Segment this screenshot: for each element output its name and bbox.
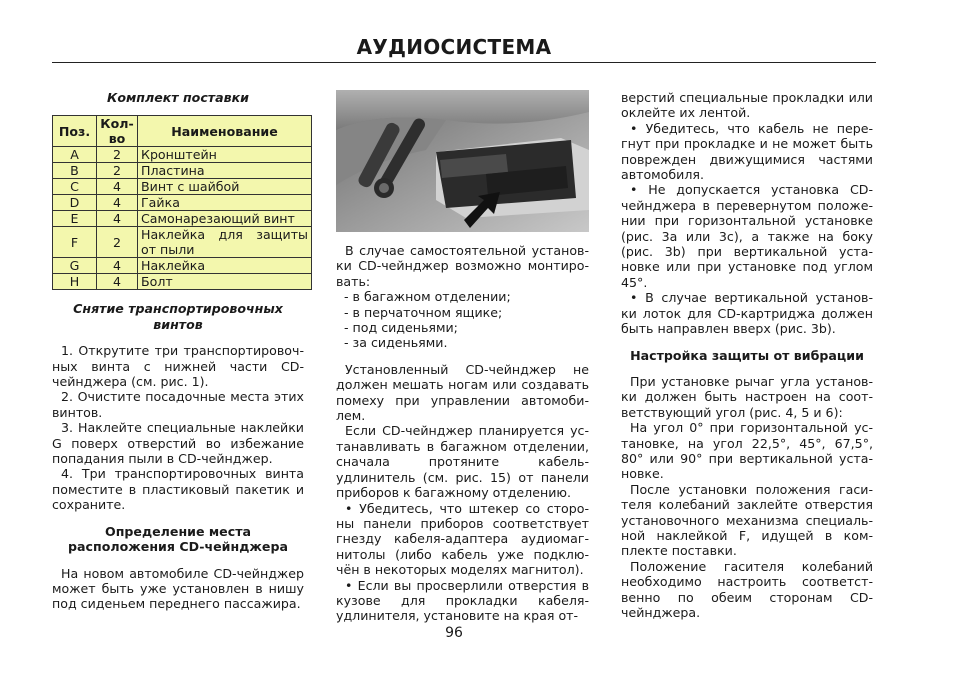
- screws-heading: Снятие транспортировочных винтов: [73, 301, 283, 332]
- table-cell: A: [53, 147, 97, 163]
- table-cell: 4: [97, 258, 138, 274]
- table-header-name: Наименование: [138, 116, 312, 147]
- table-row: [53, 147, 312, 163]
- kit-heading: Комплект поставки: [107, 90, 249, 105]
- table-row: [53, 195, 312, 211]
- location-text: На новом автомобиле CD-чейнджер может быть уже установлен в нишу под сиденьем переднего пассажира.: [52, 565, 304, 612]
- bullet-vertical: • В случае вертикальной установ-ки лоток для CD-картриджа должен быть направлен вверх (рис. 3b).: [621, 290, 873, 337]
- table-cell: Самонарезающий винт: [138, 211, 312, 227]
- install-intro: В случае самостоятельной установ-ки CD-чейнджер возможно монтиро-вать:: [336, 243, 589, 289]
- table-cell: 2: [97, 163, 138, 179]
- table-header-row: [53, 116, 312, 147]
- table-cell: F: [53, 227, 97, 258]
- table-cell: Наклейка: [138, 258, 312, 274]
- table-row: [53, 211, 312, 227]
- table-header-pos: Поз.: [53, 116, 97, 147]
- bullet-orientation: • Не допускается установка CD-чейнджера в перевернутом положе-нии при горизонтальной установке (рис. 3a или 3c), а также на боку (рис. 3b) при вертикальной уста-новке или при установке под углом 45°.: [621, 182, 873, 290]
- table-cell: 2: [97, 227, 138, 258]
- screws-step-4: 4. Три транспортировочных винта поместите в пластиковый пакетик и сохраните.: [52, 466, 304, 513]
- vibration-p4: Положение гасителя колебаний необходимо настроить соответст-венно по обеим сторонам CD-чейнджера.: [621, 558, 873, 620]
- continued-text: верстий специальные прокладки или оклейте их лентой.: [621, 90, 873, 121]
- table-header-qty: Кол-во: [97, 116, 138, 147]
- column-3: [621, 90, 873, 620]
- table-cell: Наклейка для защиты от пыли: [138, 227, 312, 258]
- paragraph-legroom: Установленный CD-чейнджер не должен мешать ногам или создавать помеху при управлении автомоби-лем.: [336, 361, 589, 424]
- column-2: [336, 90, 589, 624]
- install-option-3: - под сиденьями;: [344, 320, 458, 336]
- table-cell: C: [53, 179, 97, 195]
- table-cell: Гайка: [138, 195, 312, 211]
- table-cell: D: [53, 195, 97, 211]
- table-row: [53, 163, 312, 179]
- table-cell: B: [53, 163, 97, 179]
- table-row: [53, 179, 312, 195]
- install-option-1: - в багажном отделении;: [344, 289, 511, 305]
- vibration-heading: Настройка защиты от вибрации: [630, 347, 864, 363]
- table-row: [53, 227, 312, 258]
- table-cell: 2: [97, 147, 138, 163]
- table-cell: 4: [97, 195, 138, 211]
- bullet-plug: • Убедитесь, что штекер со сторо-ны панели приборов соответствует гнезду кабеля-адаптера аудиомаг-нитолы (либо кабель уже подклю-чён в некоторых моделях магнитол).: [336, 500, 589, 578]
- table-cell: 4: [97, 211, 138, 227]
- table-cell: Кронштейн: [138, 147, 312, 163]
- column-1: [52, 90, 308, 612]
- table-cell: G: [53, 258, 97, 274]
- vibration-p3: После установки положения гаси-теля колебаний заклейте отверстия установочного механизма специаль-ной наклейкой F, идущей в ком-плекте поставки.: [621, 481, 873, 559]
- install-option-2: - в перчаточном ящике;: [344, 304, 503, 320]
- table-row: [53, 274, 312, 290]
- table-row: [53, 258, 312, 274]
- table-cell: Болт: [138, 274, 312, 290]
- page-title: АУДИОСИСТЕМА: [356, 35, 552, 59]
- screws-step-3: 3. Наклейте специальные наклейки G поверх отверстий во избежание попадания пыли в CD-чейнджер.: [52, 420, 304, 467]
- bullet-drill: • Если вы просверлили отверстия в кузове для прокладки кабеля-удлинителя, установите на края от-: [336, 577, 589, 624]
- table-cell: Винт с шайбой: [138, 179, 312, 195]
- table-cell: E: [53, 211, 97, 227]
- screws-step-1: 1. Открутите три транспортировоч-ных винта с нижней части CD-чейнджера (см. рис. 1).: [52, 343, 304, 390]
- page-number: 96: [445, 625, 463, 641]
- bullet-cable: • Убедитесь, что кабель не пере-гнут при прокладке и не может быть поврежден движущимися частями автомобиля.: [621, 120, 873, 183]
- install-option-4: - за сиденьями.: [344, 335, 448, 351]
- vibration-p2: На угол 0° при горизонтальной ус-тановке, на угол 22,5°, 45°, 67,5°, 80° или 90° при вертикальной уста-новке.: [621, 420, 873, 482]
- cd-changer-photo: [336, 90, 589, 232]
- table-cell: H: [53, 274, 97, 290]
- kit-table: [52, 115, 312, 290]
- vibration-p1: При установке рычаг угла установ-ки должен быть настроен на соот-ветствующий угол (рис. 4, 5 и 6):: [621, 373, 873, 420]
- table-cell: Пластина: [138, 163, 312, 179]
- paragraph-trunk: Если CD-чейнджер планируется ус-танавливать в багажном отделении, сначала протяните кабель-удлинитель (см. рис. 15) от панели приборов к багажному отделению.: [336, 423, 589, 501]
- screws-step-2: 2. Очистите посадочные места этих винтов.: [52, 389, 304, 420]
- table-cell: 4: [97, 179, 138, 195]
- location-heading: Определение места расположения CD-чейнджера: [68, 523, 288, 555]
- table-cell: 4: [97, 274, 138, 290]
- title-rule: [52, 62, 876, 63]
